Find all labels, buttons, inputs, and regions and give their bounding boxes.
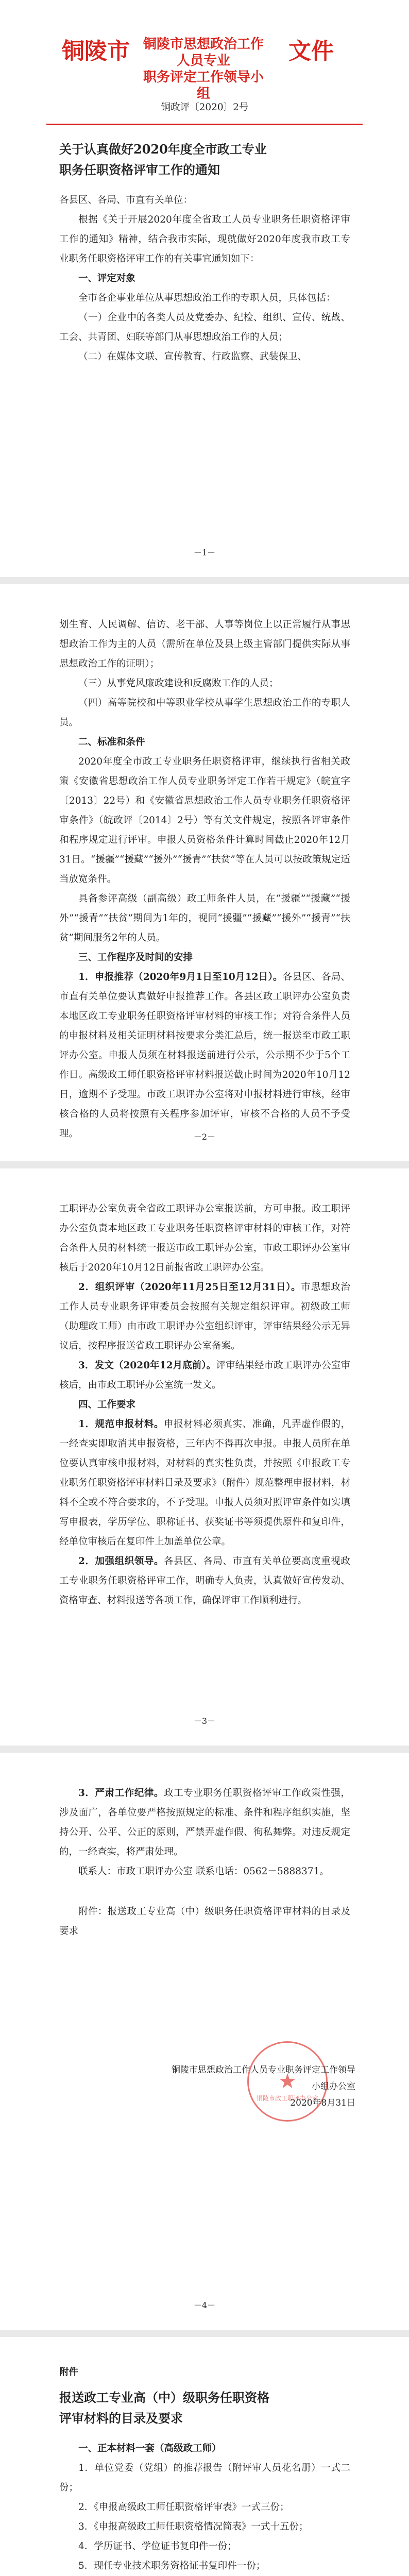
section1-para1: 全市各企事业单位从事思想政治工作的专职人员，具体包括： — [78, 293, 336, 303]
step3-title: 3．发文（2020年12月底前）。 — [78, 1360, 216, 1371]
page4-body — [59, 1784, 350, 1941]
step1-body: 各县区、各局、市直有关单位要认真做好申报推荐工作。各县区政工职评办公室负责本地区政工专业职务任职资格评审材料的审核工作；对符合条件人员的申报材料及相关证明材料按要求分类汇总后，统一报送至市政工职评办公室。申报人员须在材料报送前进行公示，公示期不少于5个工作日。高级政工师任职资格评审材料报送截止时间为2020年10月12日，逾期不予受理。市政工职评办公室将对申报材料进行审核，经审核合格的人员将按照有关程序参加评审，审核不合格的人员不予受理。 — [59, 972, 350, 1139]
part1-item: 4．学历证书、学位证书复印件一份； — [78, 2541, 237, 2552]
page-2 — [0, 584, 409, 1161]
step3-body: 评审结果经市政工职评办公室审核后，由市政工职评办公室统一发文。 — [59, 1360, 350, 1391]
part1-item: 1．单位党委（党组）的推荐报告（附评审人员花名册）一式二份； — [59, 2463, 350, 2493]
part1-heading: 一、正本材料一套（高级政工师） — [78, 2443, 221, 2454]
req3-title: 3．严肃工作纪律。 — [78, 1788, 164, 1799]
seal-star-icon: ★ — [278, 2070, 297, 2093]
section1-heading: 一、评定对象 — [78, 273, 136, 284]
issuer-name: 铜陵市思想政治工作人员专业职务评定工作领导小组办公室 — [172, 2065, 355, 2092]
page1-body — [59, 139, 350, 367]
page-separator — [0, 1745, 409, 1753]
req1-title: 1．规范申报材料。 — [78, 1419, 164, 1430]
header-city: 铜陵市 — [62, 38, 130, 64]
section3-heading: 三、工作程序及时间的安排 — [78, 952, 193, 963]
header-doc-word: 文件 — [288, 38, 334, 64]
page-number-4: －4－ — [193, 2300, 216, 2310]
attachment-body — [59, 2363, 350, 2576]
section1-item1: （一）企业中的各类人员及党委办、纪检、组织、宣传、统战、工会、共青团、妇联等部门从事思想政治工作的人员； — [59, 312, 350, 343]
seal-text: 铜陵市政工职评办公室 — [256, 2095, 318, 2102]
page-3 — [0, 1168, 409, 1745]
req1-body: 申报材料必须真实、准确，凡弄虚作假的，一经查实即取消其申报资格，三年内不得再次申报。申报人员所在单位要认真审核申报材料，对材料的真实性负责，并按照《申报政工专业职务任职资格评审材料目录及要求》（附件）规范整理申报材料，材料不全或不符合要求的，不予受理。申报人员须对照评审条件如实填写申报表，学历学位、职称证书、获奖证书等须提供原件和复印件，经单位审核后在复印件上加盖单位公章。 — [59, 1419, 350, 1547]
title-line2: 职务任职资格评审工作的通知 — [59, 162, 220, 177]
header-org-line2: 职务评定工作领导小组 — [143, 70, 264, 101]
title-line1: 关于认真做好2020年度全市政工专业 — [59, 142, 267, 157]
page2-body — [59, 615, 350, 1144]
page-number-2: －2－ — [193, 1132, 216, 1142]
attachment-title-line1: 报送政工专业高（中）级职务任职资格 — [59, 2390, 269, 2405]
contact-line: 联系人：市政工职评办公室 联系电话：0562－5888371。 — [78, 1866, 329, 1877]
section2-para1: 2020年度全市政工专业职务任职资格评审，继续执行省相关政策《安徽省思想政治工作人员专业职务评定工作若干规定》（皖宣字〔2013〕22号）和《安徽省思想政治工作人员专业职务任职资格评审条件》（皖政评〔2014〕2号）等有关文件规定，按照各评审条件和程序规定进行评审。申报人员资格条件计算时间截止2020年12月31日。“援疆”“援藏”“援外”“援青”“扶贫”等在人员可以按政策规定适当放宽条件。 — [59, 756, 350, 885]
section3-step3 — [59, 1356, 350, 1395]
section1-item4: （四）高等院校和中等职业学校从事学生思想政治工作的专职人员。 — [59, 698, 350, 728]
req3-body: 政工专业职务任职资格评审工作政策性强，涉及面广，各单位要严格按照规定的标准、条件和程序组织实施，坚持公开、公平、公正的原则，严禁弄虚作假、徇私舞弊。对违反规定的，一经查实，将严肃处理。 — [59, 1788, 350, 1857]
page-5-attachment — [0, 2337, 409, 2576]
page-separator — [0, 577, 409, 584]
attachment-note: 附件：报送政工专业高（中）级职务任职资格评审材料的目录及要求 — [59, 1906, 350, 1937]
intro-paragraph: 根据《关于开展2020年度全省政工人员专业职务任职资格评审工作的通知》精神，结合我市实际，现就做好2020年度我市政工专业职务任职资格评审工作的有关事宜通知如下： — [59, 214, 350, 264]
page-1 — [0, 0, 409, 577]
req2-title: 2．加强组织领导。 — [78, 1556, 164, 1567]
recipients: 各县区、各局、市直有关单位： — [59, 195, 193, 206]
section2-para2: 具备参评高级（副高级）政工师条件人员，在“援疆”“援藏”“援外”“援青”“扶贫”期间为1年的，视同“援疆”“援藏”“援外”“援青”“扶贫”期间服务2年的人员。 — [59, 893, 350, 943]
step2-body: 市思想政治工作人员专业职务评审委员会按照有关规定组织评审。初级政工师（助理政工师）由市政工职评办公室组织评审，评审结果经公示无异议后，按程序报送省政工职评办公室备案。 — [59, 1282, 350, 1351]
header-org-block — [139, 36, 268, 102]
page3-body — [59, 1199, 350, 1611]
page-4 — [0, 1753, 409, 2330]
section3-step2 — [59, 1278, 350, 1356]
issuer-block — [170, 2062, 355, 2111]
page-number-1: －1－ — [193, 548, 216, 557]
section4-item2 — [59, 1552, 350, 1611]
section1-item2-start: （二）在媒体文联、宣传教育、行政监察、武装保卫、 — [78, 351, 308, 362]
doc-number-wrap — [59, 98, 350, 117]
part1-item: 2．《申报高级政工师任职资格评审表》一式三份； — [78, 2502, 289, 2513]
step2-title: 2．组织评审（2020年11月25日至12月31日）。 — [78, 1282, 301, 1293]
req2-body: 各县区、各局、市直有关单位要高度重视政工专业职务任职资格评审工作，明确专人负责，认真做好宣传发动、资格审查、材料报送等各项工作，确保评审工作顺利进行。 — [59, 1556, 350, 1606]
header-org-line1: 铜陵市思想政治工作人员专业 — [143, 37, 264, 69]
section4-heading: 四、工作要求 — [78, 1399, 136, 1410]
part1-item: 3．《申报高级政工师任职资格情况简表》一式十五份； — [78, 2521, 309, 2532]
section4-item1 — [59, 1415, 350, 1552]
section1-item3: （三）从事党风廉政建设和反腐败工作的人员； — [78, 678, 279, 689]
attachment-label: 附件 — [59, 2367, 79, 2378]
part1-item: 5．现任专业技术职务资格证书复印件一份； — [78, 2561, 266, 2571]
page-separator — [0, 1161, 409, 1168]
section1-item2-cont: 划生育、人民调解、信访、老干部、人事等岗位上以正常履行从事思想政治工作为主的人员（需所在单位及县上级主管部门提供实际从事思想政治工作的证明）； — [59, 619, 350, 669]
step1-title: 1．申报推荐（2020年9月1日至10月12日）。 — [78, 972, 283, 982]
issuer-date: 2020年8月31日 — [290, 2098, 355, 2108]
header-rule — [46, 124, 363, 125]
page-separator — [0, 2330, 409, 2337]
attachment-title-line2: 评审材料的目录及要求 — [59, 2411, 183, 2426]
section2-heading: 二、标准和条件 — [78, 737, 145, 748]
section3-step1 — [59, 968, 350, 1144]
page-number-3: －3－ — [193, 1716, 216, 1726]
section4-item3 — [59, 1784, 350, 1862]
step1-tail: 工职评办公室负责全省政工职评办公室报送前，方可申报。政工职评办公室负责本地区政工专业职务任职资格评审材料的审核工作，对符合条件人员的材料统一报送市政工职评办公室，市政工职评办公室审核后于2020年10月12日前报省政工职评办公室。 — [59, 1204, 350, 1273]
doc-number: 铜政评〔2020〕2号 — [161, 102, 249, 113]
